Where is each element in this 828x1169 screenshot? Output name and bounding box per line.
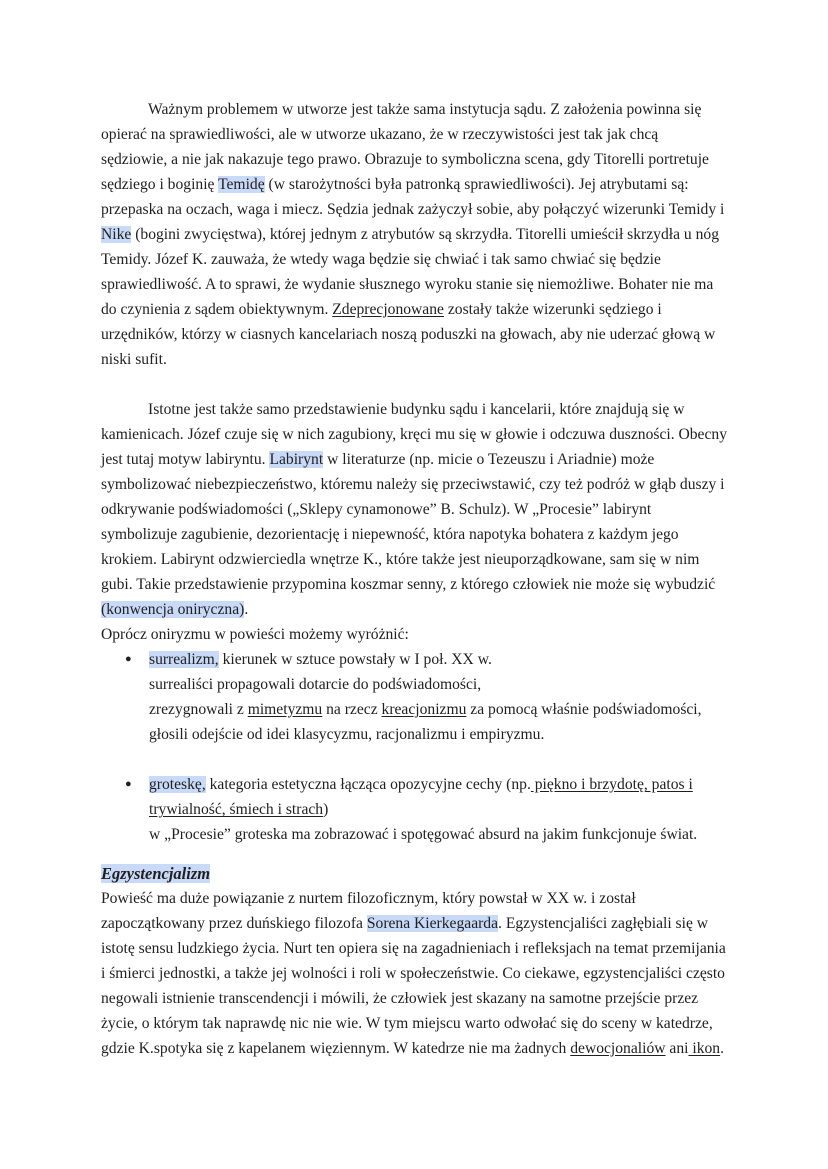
- heading-text: Egzystencjalizm: [101, 864, 211, 883]
- paragraph-labyrinth: [101, 397, 728, 622]
- underlined-kreacjonizmu: kreacjonizmu: [381, 701, 467, 718]
- list-intro: Oprócz oniryzmu w powieści możemy wyróżnić:: [101, 626, 409, 643]
- text-run: (bogini zwycięstwa), której jednym z atrybutów są skrzydła. Titorelli umieścił skrzydła u nóg Temidy. Józef K. zauważa, że wtedy waga będzie się chwiać i tak samo chwiać się będzie sprawiedliwość. A to sprawi, że wydanie słusznego wyroku stanie się niemożliwe. Bohater nie ma do czynienia z sądem obiektywnym.: [101, 226, 719, 318]
- text-run: Ważnym problemem w utworze jest także sama instytucja sądu. Z założenia powinna się opierać na sprawiedliwości, ale w utworze ukazano, że w rzeczywistości jest tak jak chcą sędziowie, a nie jak nakazuje tego prawo. Obrazuje to symboliczna scena, gdy Titorelli portretuje sędziego i boginię: [101, 101, 709, 193]
- list-spacer: [101, 747, 728, 772]
- highlight-labirynt: Labirynt: [269, 451, 324, 468]
- section-heading: [101, 861, 728, 886]
- highlight-groteska: groteskę,: [149, 776, 206, 793]
- text-run: ): [323, 801, 329, 818]
- bullet-list: [101, 647, 728, 847]
- paragraph-court-institution: [101, 97, 728, 372]
- text-run: Istotne jest także samo przedstawienie budynku sądu i kancelarii, które znajdują się w kamienicach. Józef czuje się w nich zagubiony, kręci mu się w głowie i odczuwa duszności. Obecny jest tutaj motyw labiryntu.: [101, 401, 727, 468]
- underlined-examples: piękno i brzydotę, patos i trywialność, śmiech i strach: [149, 776, 693, 818]
- text-run: . Egzystencjaliści zagłębiali się w istotę sensu ludzkiego życia. Nurt ten opiera się na zagadnieniach i refleksjach na temat przemijania i śmierci jednostki, a także jej wolności i roli w społeczeństwie. Co ciekawe, egzystencjaliści często negowali istnienie transcendencji i mówili, że człowiek jest skazany na samotne przejście przez życie, o którym tak naprawdę nic nie wie. W tym miejscu warto odwołać się do sceny w katedrze, gdzie K.spotyka się z kapelanem więziennym. W katedrze nie ma żadnych: [101, 915, 726, 1057]
- text-run: .: [244, 601, 249, 618]
- text-run: na rzecz: [322, 701, 382, 718]
- underlined-mimetyzmu: mimetyzmu: [247, 701, 323, 718]
- underlined-ikon: ikon: [688, 1040, 721, 1057]
- paragraph-gap: [101, 372, 728, 397]
- text-run: za pomocą właśnie podświadomości,: [466, 701, 702, 718]
- text-run: kierunek w sztuce powstały w I poł. XX w.: [218, 651, 492, 668]
- text-line: surrealiści propagowali dotarcie do podświadomości,: [149, 676, 482, 693]
- underlined-zdeprecjonowane: Zdeprecjonowane: [332, 301, 444, 318]
- list-item-groteska: [101, 772, 728, 847]
- text-run: Powieść ma duże powiązanie z nurtem filozoficznym, który powstał w XX w. i został zapoczątkowany przez duńskiego filozofa: [101, 890, 636, 932]
- text-run: w literaturze (np. micie o Tezeuszu i Ariadnie) może symbolizować niebezpieczeństwo, któremu należy się przeciwstawić, czy też podróż w głąb duszy i odkrywanie podświadomości („Sklepy cynamonowe” B. Schulz). W „Procesie” labirynt symbolizuje zagubienie, dezorientację i niepewność, która napotyka bohatera z każdym jego krokiem. Labirynt odzwierciedla wnętrze K., które także jest nieuporządkowane, sam się w nim gubi. Takie przedstawienie przypomina koszmar senny, z którego człowiek nie może się wybudzić: [101, 451, 725, 593]
- text-run: (w starożytności była patronką sprawiedliwości). Jej atrybutami są: przepaska na oczach, waga i miecz. Sędzia jednak zażyczył sobie, aby połączyć wizerunki Temidy i: [101, 176, 725, 218]
- highlight-kierkegaard: Sorena Kierkegaarda: [366, 915, 499, 932]
- underlined-dewocjonaliow: dewocjonaliów: [570, 1040, 666, 1057]
- highlight-konwencja-oniryczna: (konwencja oniryczna): [101, 601, 245, 618]
- list-item-surrealizm: [101, 647, 728, 747]
- text-run: .: [720, 1040, 724, 1057]
- text-line: w „Procesie” groteska ma zobrazować i spotęgować absurd na jakim funkcjonuje świat.: [149, 826, 698, 843]
- text-run: zostały także wizerunki sędziego i urzędników, którzy w ciasnych kancelariach noszą poduszki na głowach, aby nie uderzać głową w niski sufit.: [101, 301, 716, 368]
- highlight-temida: Temidę: [218, 176, 265, 193]
- text-line: głosili odejście od idei klasycyzmu, racjonalizmu i empiryzmu.: [149, 726, 545, 743]
- text-run: kategoria estetyczna łącząca opozycyjne cechy (np.: [205, 776, 531, 793]
- highlight-nike: Nike: [101, 226, 132, 243]
- text-run: ani: [665, 1040, 689, 1057]
- paragraph-existentialism: [101, 886, 728, 1061]
- highlight-surrealizm: surrealizm,: [149, 651, 219, 668]
- text-run: zrezygnowali z: [149, 701, 248, 718]
